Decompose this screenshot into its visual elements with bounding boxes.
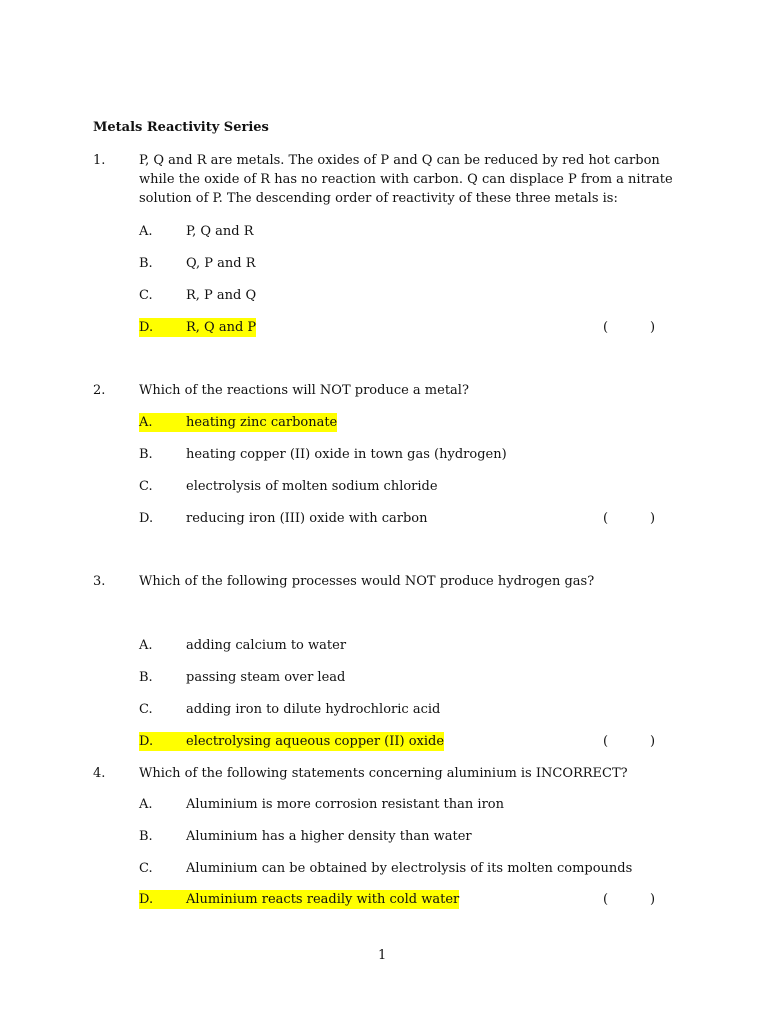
answer-bracket-close: ) <box>650 511 656 526</box>
option-text: heating zinc carbonate <box>186 415 338 430</box>
option-letter: B. <box>139 447 153 462</box>
option-text: Aluminium has a higher density than water <box>186 829 472 844</box>
option-letter: A. <box>139 415 153 430</box>
option-text: electrolysing aqueous copper (II) oxide <box>186 734 445 749</box>
option-letter: D. <box>139 320 154 335</box>
option-letter: C. <box>139 702 153 717</box>
option-d <box>139 318 256 337</box>
answer-bracket-close: ) <box>650 892 656 907</box>
option-letter: B. <box>139 829 153 844</box>
option-c <box>139 859 632 878</box>
answer-bracket-close: ) <box>650 734 656 749</box>
option-b <box>139 668 345 687</box>
option-text: heating copper (II) oxide in town gas (hydrogen) <box>186 447 507 462</box>
option-c <box>139 477 438 496</box>
page-title: Metals Reactivity Series <box>93 120 269 135</box>
option-text: adding iron to dilute hydrochloric acid <box>186 702 441 717</box>
answer-bracket-open: ( <box>603 511 609 526</box>
option-text: R, Q and P <box>186 320 257 335</box>
option-text: R, P and Q <box>186 288 257 303</box>
option-text: passing steam over lead <box>186 670 346 685</box>
option-letter: A. <box>139 797 153 812</box>
option-text: adding calcium to water <box>186 638 347 653</box>
question-number: 2. <box>93 383 106 398</box>
option-text: Q, P and R <box>186 256 256 271</box>
option-a <box>139 795 504 814</box>
option-letter: B. <box>139 670 153 685</box>
option-letter: D. <box>139 734 154 749</box>
option-c <box>139 700 440 719</box>
option-d <box>139 509 428 528</box>
option-b <box>139 445 507 464</box>
answer-bracket-open: ( <box>603 892 609 907</box>
option-b <box>139 254 256 273</box>
option-letter: D. <box>139 511 154 526</box>
option-d <box>139 890 459 909</box>
page-number: 1 <box>378 948 387 963</box>
question-number: 4. <box>93 766 106 781</box>
option-letter: A. <box>139 224 153 239</box>
option-a <box>139 222 254 241</box>
option-a <box>139 636 346 655</box>
question-number: 3. <box>93 574 106 589</box>
option-text: Aluminium can be obtained by electrolysis of its molten compounds <box>186 861 633 876</box>
option-letter: B. <box>139 256 153 271</box>
option-b <box>139 827 472 846</box>
answer-bracket-open: ( <box>603 320 609 335</box>
option-text: Aluminium reacts readily with cold water <box>186 892 460 907</box>
option-letter: C. <box>139 288 153 303</box>
option-letter: D. <box>139 892 154 907</box>
question-text: Which of the following statements concerning aluminium is INCORRECT? <box>139 766 628 781</box>
question-text: P, Q and R are metals. The oxides of P and Q can be reduced by red hot carbon while the oxide of R has no reaction with carbon. Q can displace P from a nitrate solution of P. The descending order of reactivity of these three metals is: <box>139 153 673 206</box>
option-d <box>139 732 444 751</box>
option-a <box>139 413 337 432</box>
question-text: Which of the following processes would NOT produce hydrogen gas? <box>139 574 595 589</box>
option-letter: C. <box>139 861 153 876</box>
answer-bracket-open: ( <box>603 734 609 749</box>
option-text: Aluminium is more corrosion resistant than iron <box>186 797 504 812</box>
option-text: reducing iron (III) oxide with carbon <box>186 511 428 526</box>
option-text: P, Q and R <box>186 224 254 239</box>
option-text: electrolysis of molten sodium chloride <box>186 479 438 494</box>
option-letter: C. <box>139 479 153 494</box>
question-text: Which of the reactions will NOT produce a metal? <box>139 383 469 398</box>
option-c <box>139 286 256 305</box>
answer-bracket-close: ) <box>650 320 656 335</box>
question-number: 1. <box>93 153 106 168</box>
option-letter: A. <box>139 638 153 653</box>
